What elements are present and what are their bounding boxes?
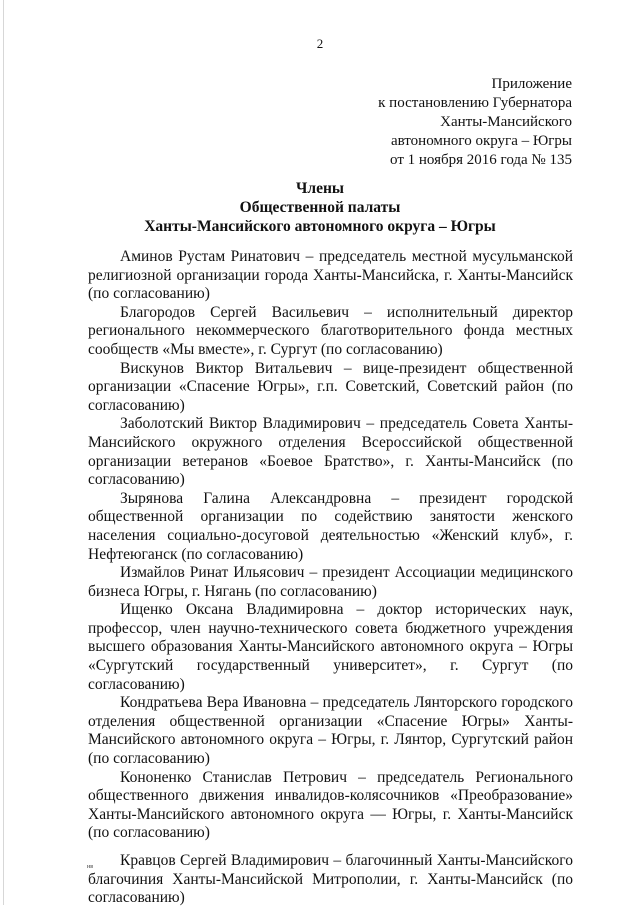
member-entry: Заболотский Виктор Владимирович – председатель Совета Ханты-Мансийского окружного отделения Всероссийской общественной организации ветеранов «Боевое Братство», г. Ханты-Мансийск (по согласованию) [88,415,573,489]
title-line: Ханты-Мансийского автономного округа – Югры [144,218,496,235]
member-entry: Измайлов Ринат Ильясович – президент Ассоциации медицинского бизнеса Югры, г. Нягань (по согласованию) [88,564,573,600]
member-entry: Кравцов Сергей Владимирович – благочинный Ханты-Мансийского благочиния Ханты-Мансийской Митрополии, г. Ханты-Мансийск (по согласованию) [88,852,573,907]
member-entry: Вискунов Виктор Витальевич – вице-президент общественной организации «Спасение Югры», г.п. Советский, Советский район (по согласованию) [88,359,573,414]
member-entry: Зырянова Галина Александровна – президент городской общественной организации по содействию занятости женского населения социально-досуговой деятельностью «Женский клуб», г. Нефтеюганск (по согласованию) [88,489,573,563]
title-line: Общественной палаты [239,199,401,216]
title-line: Члены [296,180,344,197]
appendix-line: Приложение [491,76,572,92]
appendix-line: автономного округа – Югры [390,133,572,149]
member-entry: Благородов Сергей Васильевич – исполнительный директор регионального некоммерческого благотворительного фонда местных сообществ «Мы вместе», г. Сургут (по согласованию) [88,303,573,358]
document-title [0,179,640,236]
appendix-line: от 1 ноября 2016 года № 135 [390,152,572,168]
appendix-block [252,75,572,170]
member-entry: Ищенко Оксана Владимировна – доктор исторических наук, профессор, член научно-технического совета бюджетного учреждения высшего образования Ханты-Мансийского автономного округа – Югры «Сургутский государственный университет», г. Сургут (по согласованию) [88,601,573,693]
scan-edge-line [3,0,4,905]
member-entry: Кондратьева Вера Ивановна – председатель Лянторского городского отделения общественной организации «Спасение Югры» Ханты-Мансийского автономного округа – Югры, г. Лянтор, Сургутский район (по согласованию) [88,694,573,768]
page-number: 2 [316,36,324,51]
appendix-line: Ханты-Мансийского [440,114,572,130]
footer-mark: нв [87,864,94,870]
appendix-line: к постановлению Губернатора [378,95,572,111]
member-entry: Аминов Рустам Ринатович – председатель местной мусульманской религиозной организации города Ханты-Мансийска, г. Ханты-Мансийск (по согласованию) [88,248,573,303]
members-list [88,248,573,908]
member-entry: Кононенко Станислав Петрович – председатель Регионального общественного движения инвалидов-колясочников «Преобразование» Ханты-Мансийского автономного округа — Югры, г. Ханты-Мансийск (по согласованию) [88,768,573,842]
